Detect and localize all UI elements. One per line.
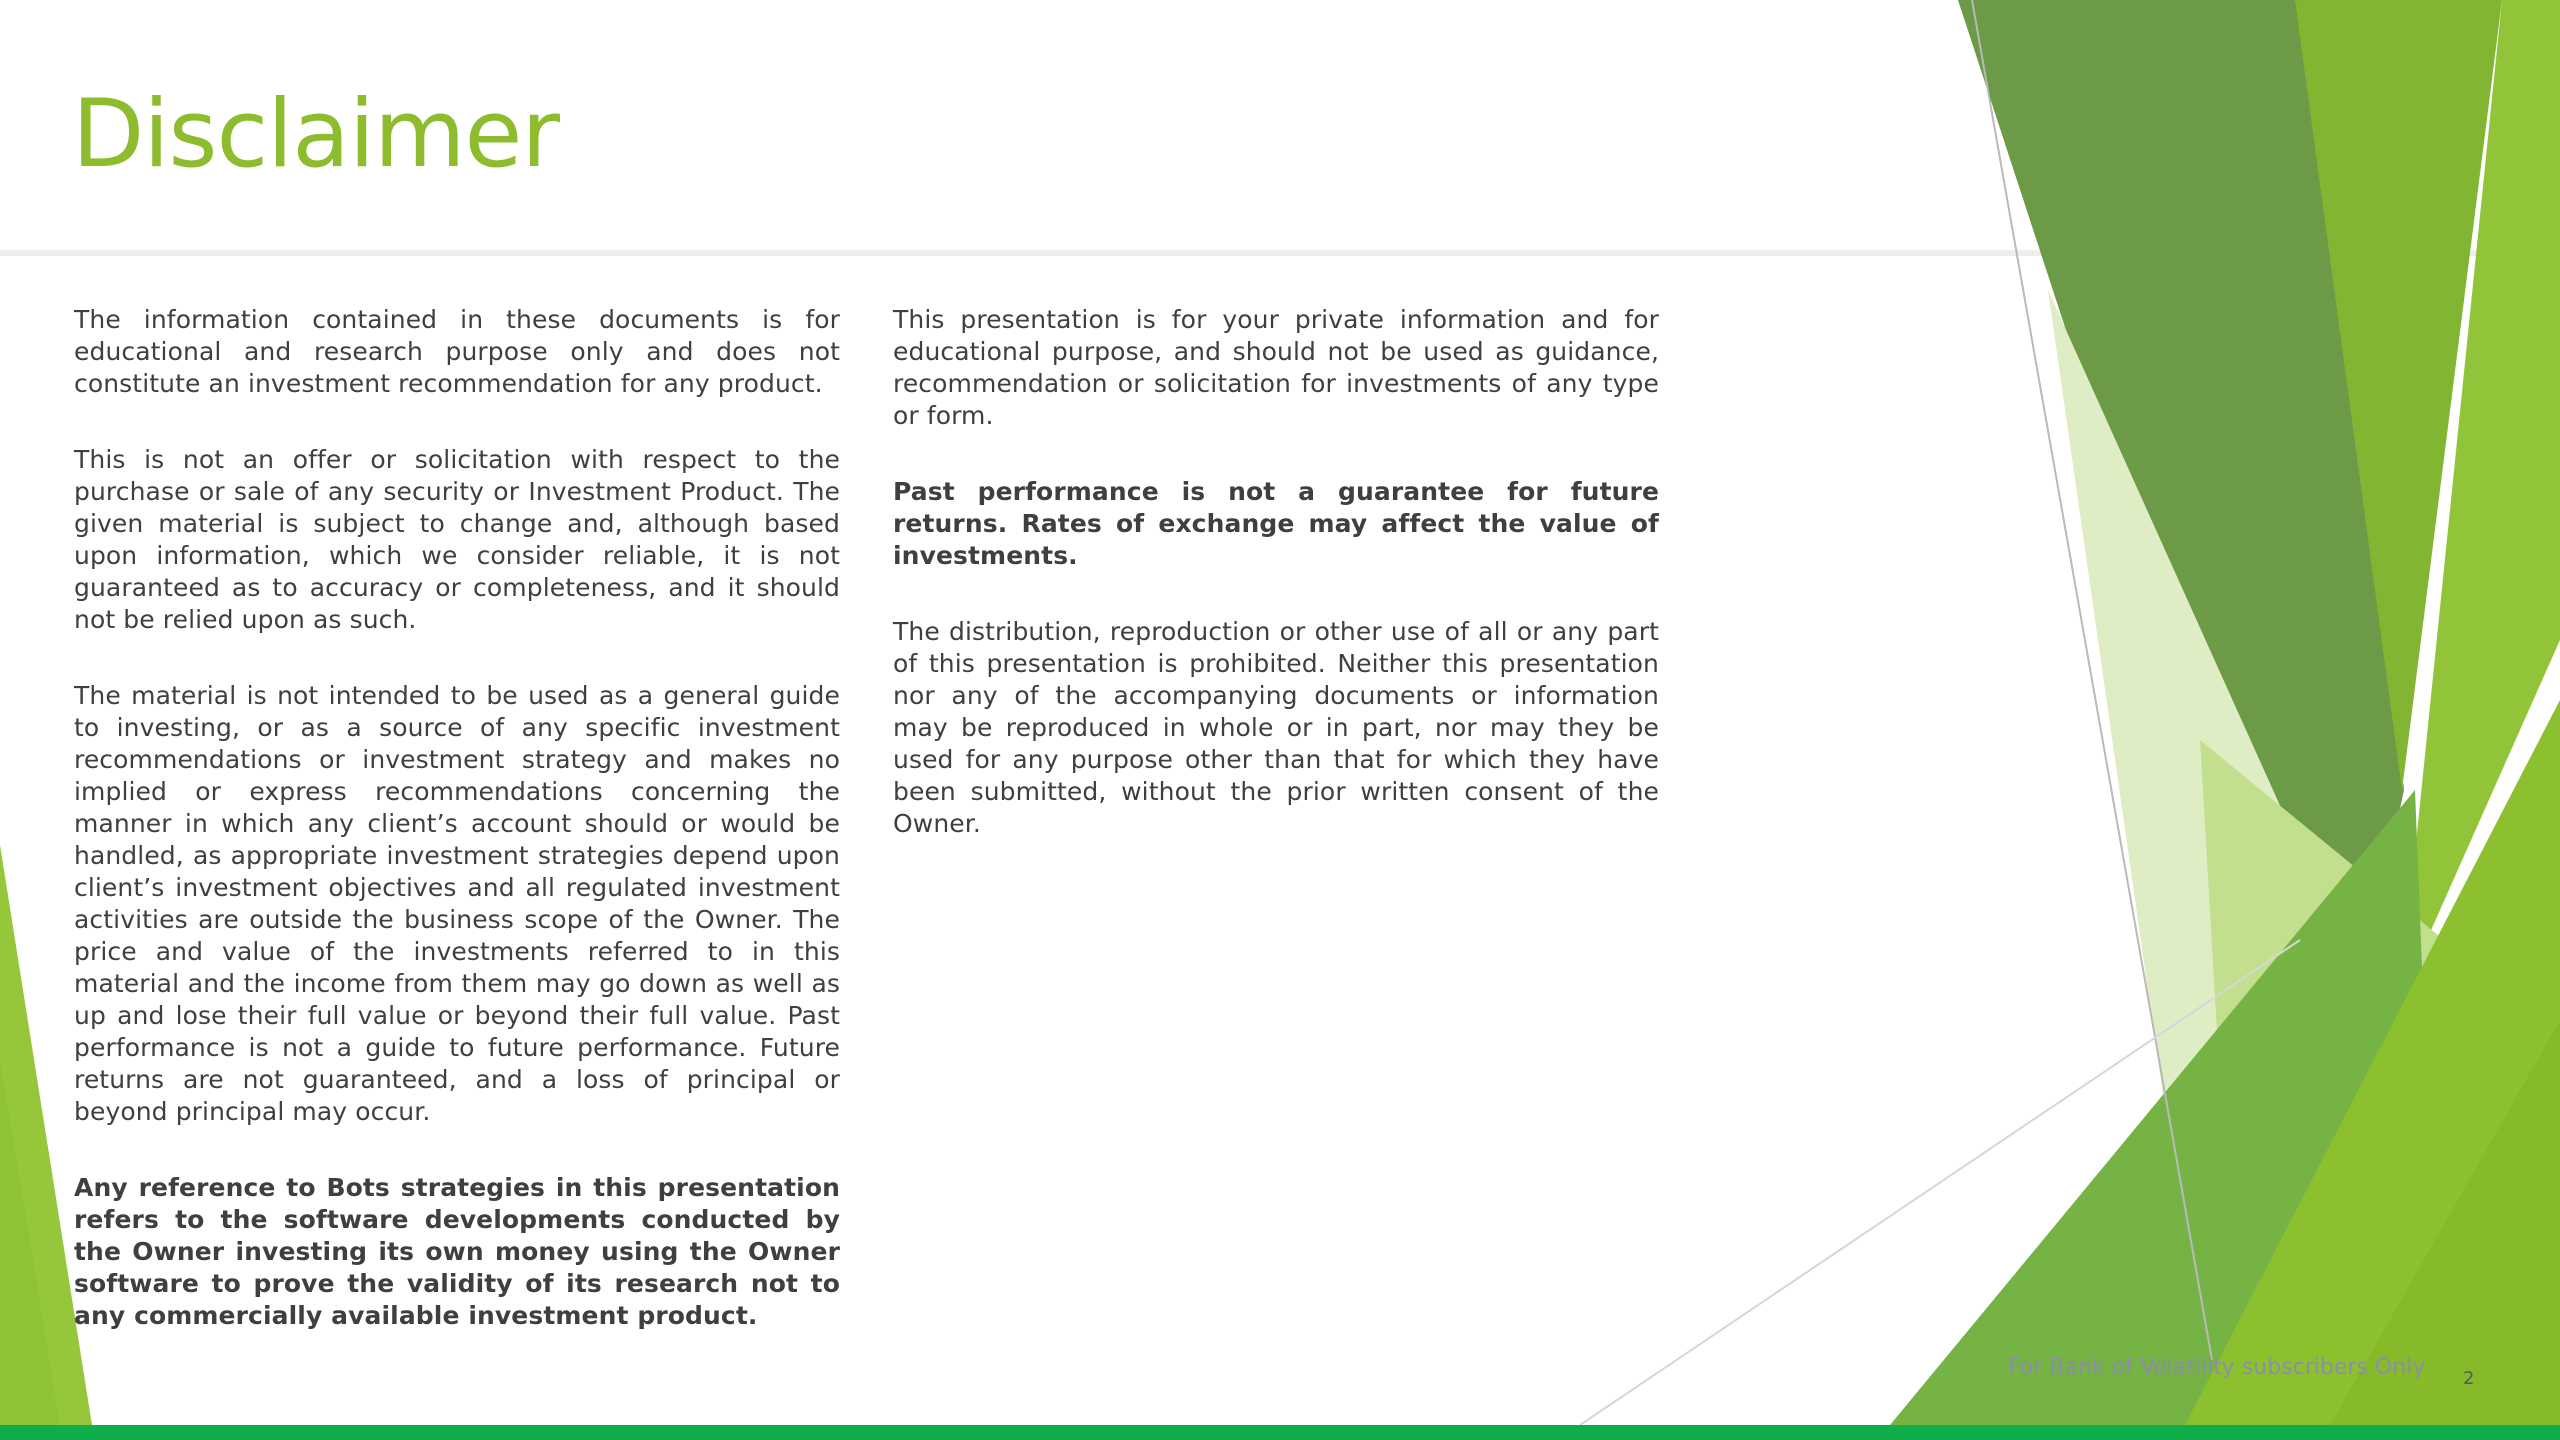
disclaimer-paragraph-4-bold: Any reference to Bots strategies in this presentation refers to the software developments conducted by the Owner investing its own money using the Owner software to prove the validity of its research not to any commercially available investment product.: [74, 1173, 840, 1330]
bottom-bar: [0, 1425, 2560, 1440]
disclaimer-paragraph-3: The material is not intended to be used as a general guide to investing, or as a source of any specific investment recommendations or investment strategy and makes no implied or express recommendations concerning the manner in which any client’s account should or would be handled, as appropriate investment strategies depend upon client’s investment objectives and all regulated investment activities are outside the business scope of the Owner. The price and value of the investments referred to in this material and the income from them may go down as well as up and lose their full value or beyond their full value. Past performance is not a guide to future performance. Future returns are not guaranteed, and a loss of principal or beyond principal may occur.: [74, 681, 840, 1126]
page-number: 2: [2463, 1368, 2475, 1389]
disclaimer-paragraph-6-bold: Past performance is not a guarantee for future returns. Rates of exchange may affect the value of investments.: [893, 477, 1659, 570]
disclaimer-paragraph-7: The distribution, reproduction or other use of all or any part of this presentation is prohibited. Neither this presentation nor any of the accompanying documents or information may be reproduced in whole or in part, nor may they be used for any purpose other than that for which they have been submitted, without the prior written consent of the Owner.: [893, 617, 1659, 838]
footer-subscribers-note: For Bank of Volatility subscribers Only: [2008, 1355, 2426, 1380]
disclaimer-paragraph-2: This is not an offer or solicitation with respect to the purchase or sale of any security or Investment Product. The given material is subject to change and, although based upon information, which we consider reliable, it is not guaranteed as to accuracy or completeness, and it should not be relied upon as such.: [74, 445, 840, 634]
disclaimer-paragraph-1: The information contained in these documents is for educational and research purpose only and does not constitute an investment recommendation for any product.: [74, 305, 840, 398]
slide-title: Disclaimer: [72, 80, 560, 189]
right-text-column: [893, 304, 1659, 884]
disclaimer-paragraph-5: This presentation is for your private information and for educational purpose, and should not be used as guidance, recommendation or solicitation for investments of any type or form.: [893, 305, 1659, 430]
left-text-column: [74, 304, 840, 1376]
